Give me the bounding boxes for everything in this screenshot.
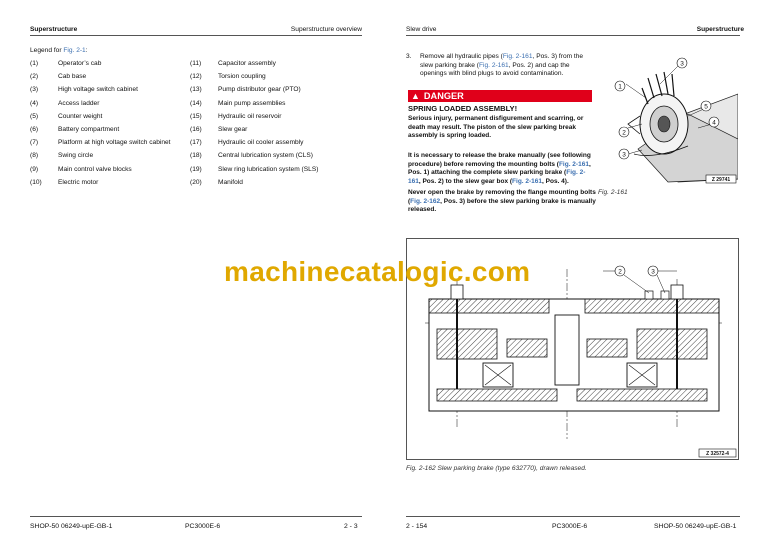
danger-p2-link-1[interactable]: Fig. 2-161 — [558, 160, 589, 168]
left-footer-doc-id: SHOP-50 06249-upE-GB-1 — [30, 523, 113, 530]
left-footer-rule — [30, 516, 362, 517]
danger-p2-link-2[interactable]: Fig. 2-161 — [408, 169, 586, 185]
legend-number: (7) — [30, 139, 39, 147]
legend-label: Manifold — [218, 178, 243, 186]
legend-number: (13) — [190, 86, 202, 94]
legend-label: Swing circle — [58, 152, 94, 160]
danger-p2-text-3: , Pos. 2) to the slew gear box ( — [418, 177, 513, 185]
legend-label: Hydraulic oil cooler assembly — [218, 139, 304, 147]
legend-row — [30, 86, 364, 99]
danger-banner — [408, 90, 592, 102]
legend-label: High voltage switch cabinet — [58, 86, 138, 94]
step-text-2: , Pos. 3) from the slew parking brake ( — [420, 53, 584, 69]
legend-label: Slew ring lubrication system (SLS) — [218, 165, 319, 173]
legend-label: Main pump assemblies — [218, 99, 286, 107]
step-number: 3. — [406, 53, 412, 60]
legend-label: Main control valve blocks — [58, 165, 132, 173]
danger-p2-text-2: , Pos. 1) attaching the complete slew parking brake ( — [408, 160, 591, 177]
legend-label: Electric motor — [58, 178, 99, 186]
legend-number: (8) — [30, 152, 39, 160]
legend-row — [30, 166, 364, 179]
danger-paragraph-2 — [408, 152, 596, 186]
legend-row — [30, 179, 364, 192]
legend-row — [30, 113, 364, 126]
fig2-callout-3: 3 — [651, 268, 655, 276]
legend-number: (3) — [30, 86, 39, 94]
legend-label: Hydraulic oil reservoir — [218, 112, 282, 120]
legend-label: Counter weight — [58, 112, 103, 120]
warning-triangle-icon: ▲ — [411, 91, 420, 101]
right-header-rule — [406, 35, 740, 36]
legend-number: (12) — [190, 73, 202, 81]
step-figure-link-2[interactable]: Fig. 2-161 — [479, 61, 509, 69]
legend-row — [30, 100, 364, 113]
legend-label: Battery compartment — [58, 125, 120, 133]
legend-title — [30, 47, 88, 54]
procedure-step-3 — [406, 53, 592, 79]
legend-number: (6) — [30, 125, 39, 133]
legend-table — [30, 60, 364, 192]
right-footer-page-number: 2 - 154 — [406, 523, 428, 530]
legend-figure-link[interactable]: Fig. 2-1 — [63, 47, 86, 54]
legend-row — [30, 73, 364, 86]
legend-number: (5) — [30, 112, 39, 120]
legend-row — [30, 152, 364, 165]
step-text — [420, 53, 592, 79]
fig2-code: Z 32572-4 — [706, 451, 729, 457]
legend-number: (10) — [30, 178, 42, 186]
fig1-callout-4: 4 — [712, 119, 716, 127]
legend-label: Cab base — [58, 73, 87, 81]
legend-number: (16) — [190, 125, 202, 133]
fig1-callout-1: 1 — [618, 83, 622, 91]
danger-label: DANGER — [423, 91, 464, 101]
legend-number: (20) — [190, 178, 202, 186]
legend-number: (17) — [190, 139, 202, 147]
left-footer-model: PC3000E-6 — [185, 523, 221, 530]
danger-p3-text-2: , Pos. 3) before the slew parking brake is manually released. — [408, 197, 596, 214]
legend-label: Access ladder — [58, 99, 100, 107]
danger-p2-text-1: It is necessary to release the brake manually (see following procedure) before removing the mounting bolts ( — [408, 152, 591, 168]
watermark-text: machinecatalogic.com — [224, 256, 531, 287]
figure-2-161 — [598, 54, 738, 184]
danger-p3-link-1[interactable]: Fig. 2-162 — [410, 197, 441, 205]
right-header-chapter: Superstructure — [696, 26, 744, 33]
danger-paragraph-3 — [408, 189, 596, 215]
legend-row — [30, 126, 364, 139]
legend-label: Platform at high voltage switch cabinet — [58, 139, 171, 147]
left-footer-page-number: 2 - 3 — [344, 523, 358, 530]
danger-p3-text-1: Never open the brake by removing the flange mounting bolts ( — [408, 189, 596, 205]
brake-photo-drawing — [598, 54, 738, 184]
legend-number: (9) — [30, 165, 39, 173]
right-footer-doc-id: SHOP-50 06249-upE-GB-1 — [654, 523, 737, 530]
legend-number: (14) — [190, 99, 202, 107]
figure-2-161-caption: Fig. 2-161 — [598, 189, 628, 196]
left-header-chapter: Superstructure overview — [290, 26, 362, 33]
danger-p2-text-4: , Pos. 4). — [542, 177, 569, 185]
legend-label: Central lubrication system (CLS) — [218, 152, 313, 160]
danger-paragraph-1: Serious injury, permanent disfigurement and scarring, or death may result. The piston of the slew parking break assembly is spring loaded. — [408, 115, 584, 140]
fig1-callout-3-lower: 3 — [622, 151, 626, 159]
danger-p2-link-3[interactable]: Fig. 2-161 — [512, 177, 543, 185]
danger-title: SPRING LOADED ASSEMBLY! — [408, 104, 518, 113]
fig1-callout-2: 2 — [622, 129, 626, 137]
legend-label: Operator’s cab — [58, 60, 102, 67]
legend-number: (4) — [30, 99, 39, 107]
legend-number: (11) — [190, 60, 202, 67]
fig1-callout-5: 5 — [704, 103, 708, 111]
legend-label: Capacitor assembly — [218, 60, 276, 67]
legend-label: Slew gear — [218, 125, 248, 133]
legend-number: (18) — [190, 152, 202, 160]
step-text-1: Remove all hydraulic pipes ( — [420, 53, 503, 60]
legend-row — [30, 60, 364, 73]
legend-row — [30, 139, 364, 152]
fig1-callout-3-upper: 3 — [680, 60, 684, 68]
step-figure-link-1[interactable]: Fig. 2-161 — [502, 53, 533, 60]
fig2-callout-2: 2 — [618, 268, 622, 276]
legend-colon: : — [85, 47, 88, 54]
legend-label: Torsion coupling — [218, 73, 266, 81]
legend-number: (19) — [190, 165, 202, 173]
legend-number: (1) — [30, 60, 39, 67]
left-header-section: Superstructure — [30, 26, 78, 33]
right-footer-model: PC3000E-6 — [552, 523, 588, 530]
figure-2-162-caption: Fig. 2-162 Slew parking brake (type 632770), drawn released. — [406, 465, 587, 472]
right-header-section: Slew drive — [406, 26, 437, 33]
fig1-code: Z 29741 — [711, 177, 731, 183]
left-header-rule — [30, 35, 362, 36]
legend-number: (15) — [190, 112, 202, 120]
legend-number: (2) — [30, 73, 39, 81]
right-footer-rule — [406, 516, 740, 517]
legend-label: Pump distributor gear (PTO) — [218, 86, 301, 94]
step-text-3: , Pos. 2) and cap the openings with blind plugs to avoid contamination. — [420, 61, 570, 78]
legend-intro: Legend for — [30, 47, 64, 54]
